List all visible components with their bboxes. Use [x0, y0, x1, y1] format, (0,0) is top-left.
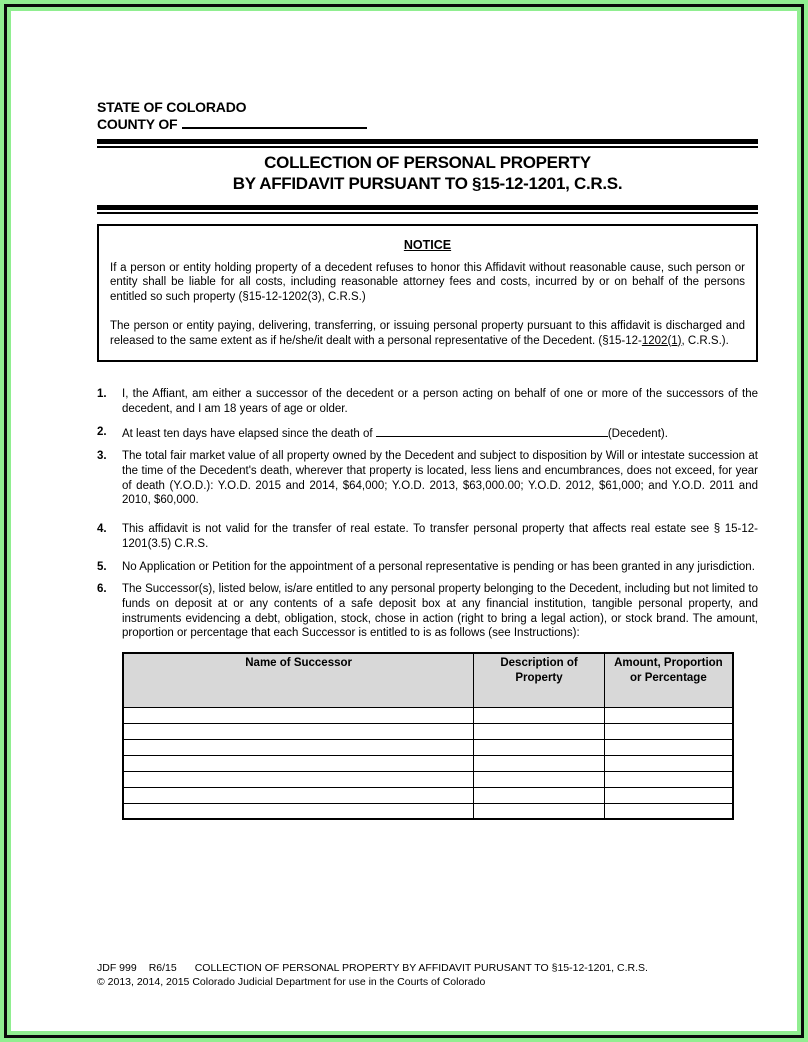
column-header-description-of-property: Description of Property [474, 653, 605, 707]
item-number: 2. [97, 425, 107, 438]
item-text [122, 425, 758, 442]
form-item-5 [97, 560, 758, 575]
inner-frame-line [4, 4, 804, 1038]
county-label: COUNTY OF [97, 116, 178, 132]
item-text: The Successor(s), listed below, is/are entitled to any personal property belonging to the Decedent, including but not limited to funds on deposit at or any contents of a safe deposit box at any financial institution, tangible personal property, and instruments evidencing a debt, obligation, stock, chose in action (right to bring a legal action), or stock brand. The amount, proportion or percentage that each Successor is entitled to is as follows (see Instructions): [122, 583, 758, 640]
notice-title: NOTICE [403, 238, 452, 252]
footer-line-1 [97, 962, 758, 976]
successor-cell[interactable] [604, 787, 733, 803]
successor-cell[interactable] [604, 723, 733, 739]
county-blank-line[interactable] [182, 117, 367, 129]
notice-paragraph-2 [110, 319, 745, 348]
successor-cell[interactable] [604, 707, 733, 723]
numbered-statements [97, 379, 758, 641]
successor-row [123, 771, 733, 787]
successor-cell[interactable] [123, 771, 474, 787]
successor-row [123, 739, 733, 755]
item-2-text-before: At least ten days have elapsed since the death of [122, 427, 373, 440]
successor-cell[interactable] [123, 755, 474, 771]
form-item-2 [97, 425, 758, 442]
state-line: STATE OF COLORADO [97, 99, 247, 115]
notice-box [97, 224, 758, 362]
successor-cell[interactable] [123, 723, 474, 739]
successor-row [123, 787, 733, 803]
successor-row [123, 723, 733, 739]
item-text: This affidavit is not valid for the transfer of real estate. To transfer personal property that affects real estate see § 15-12-1201(3.5) C.R.S. [122, 523, 758, 550]
form-item-1 [97, 387, 758, 416]
affidavit-form-page [11, 11, 797, 1031]
item-text: No Application or Petition for the appointment of a personal representative is pending or has been granted in any jurisdiction. [122, 560, 755, 573]
successor-cell[interactable] [474, 707, 605, 723]
divider-rule-top [97, 139, 758, 148]
successor-table-body [123, 707, 733, 819]
successor-cell[interactable] [604, 755, 733, 771]
notice-paragraph-1: If a person or entity holding property of a decedent refuses to honor this Affidavit without reasonable cause, such person or entity shall be liable for all costs, including reasonable attorney fees and costs, incurred by or on behalf of the persons entitled so such property (§15-12-1202(3), C.R.S.) [110, 261, 745, 304]
column-header-amount-proportion-percentage: Amount, Proportion or Percentage [604, 653, 733, 707]
item-number: 5. [97, 560, 107, 573]
form-footer [97, 962, 758, 989]
successor-table [122, 652, 734, 820]
successor-cell[interactable] [123, 787, 474, 803]
form-title-line2: BY AFFIDAVIT PURSUANT TO §15-12-1201, C.R.S. [232, 174, 623, 193]
successor-row [123, 755, 733, 771]
successor-row [123, 803, 733, 819]
successor-cell[interactable] [123, 803, 474, 819]
footer-title: COLLECTION OF PERSONAL PROPERTY BY AFFIDAVIT PURUSANT TO §15-12-1201, C.R.S. [194, 962, 648, 974]
item-number: 3. [97, 450, 107, 463]
notice-paragraph-2-text: The person or entity paying, delivering, transferring, or issuing personal property pursuant to this affidavit is discharged and released to the same extent as if he/she/it dealt with a personal representative of the Decedent. (§15-12- [110, 319, 745, 347]
form-item-6 [97, 582, 758, 641]
successor-table-header-row [123, 653, 733, 707]
footer-copyright: © 2013, 2014, 2015 Colorado Judicial Department for use in the Courts of Colorado [97, 975, 486, 988]
notice-paragraph-2-end: , C.R.S.). [681, 334, 729, 347]
successor-cell[interactable] [123, 739, 474, 755]
successor-cell[interactable] [474, 771, 605, 787]
footer-revision: R6/15 [148, 962, 177, 974]
item-number: 4. [97, 523, 107, 536]
successor-row [123, 707, 733, 723]
successor-cell[interactable] [123, 707, 474, 723]
form-title [97, 148, 758, 199]
form-item-3 [97, 449, 758, 508]
decedent-name-blank-line[interactable] [376, 425, 608, 437]
item-2-text-after: (Decedent). [607, 427, 668, 440]
divider-rule-bottom [97, 205, 758, 214]
form-item-4 [97, 522, 758, 551]
item-text: I, the Affiant, am either a successor of the decedent or a person acting on behalf of one or more of the successors of the decedent, and I am 18 years of age or older. [122, 388, 758, 415]
successor-cell[interactable] [474, 755, 605, 771]
item-number: 6. [97, 583, 107, 596]
successor-cell[interactable] [604, 803, 733, 819]
form-title-line1: COLLECTION OF PERSONAL PROPERTY [264, 153, 591, 172]
successor-cell[interactable] [474, 739, 605, 755]
county-row [97, 116, 758, 133]
successor-cell[interactable] [474, 723, 605, 739]
successor-cell[interactable] [474, 803, 605, 819]
successor-cell[interactable] [604, 739, 733, 755]
item-number: 1. [97, 388, 107, 401]
footer-form-number: JDF 999 [97, 962, 137, 974]
notice-paragraph-2-underlined-cite: 1202(1) [641, 334, 682, 347]
successor-cell[interactable] [474, 787, 605, 803]
caption-block [97, 99, 758, 133]
item-text: The total fair market value of all property owned by the Decedent and subject to disposition by Will or intestate succession at the time of the Decedent's death, wherever that property is located, less liens and encumbrances, does not exceed, for year of death (Y.O.D.): Y.O.D. 2015 and 2014, $64,000; Y.O.D. 2013, $63,000.00; Y.O.D. 2012, $61,000; and Y.O.D. 2011 and 2010, $60,000. [122, 450, 758, 507]
column-header-name-of-successor: Name of Successor [123, 653, 474, 707]
successor-cell[interactable] [604, 771, 733, 787]
